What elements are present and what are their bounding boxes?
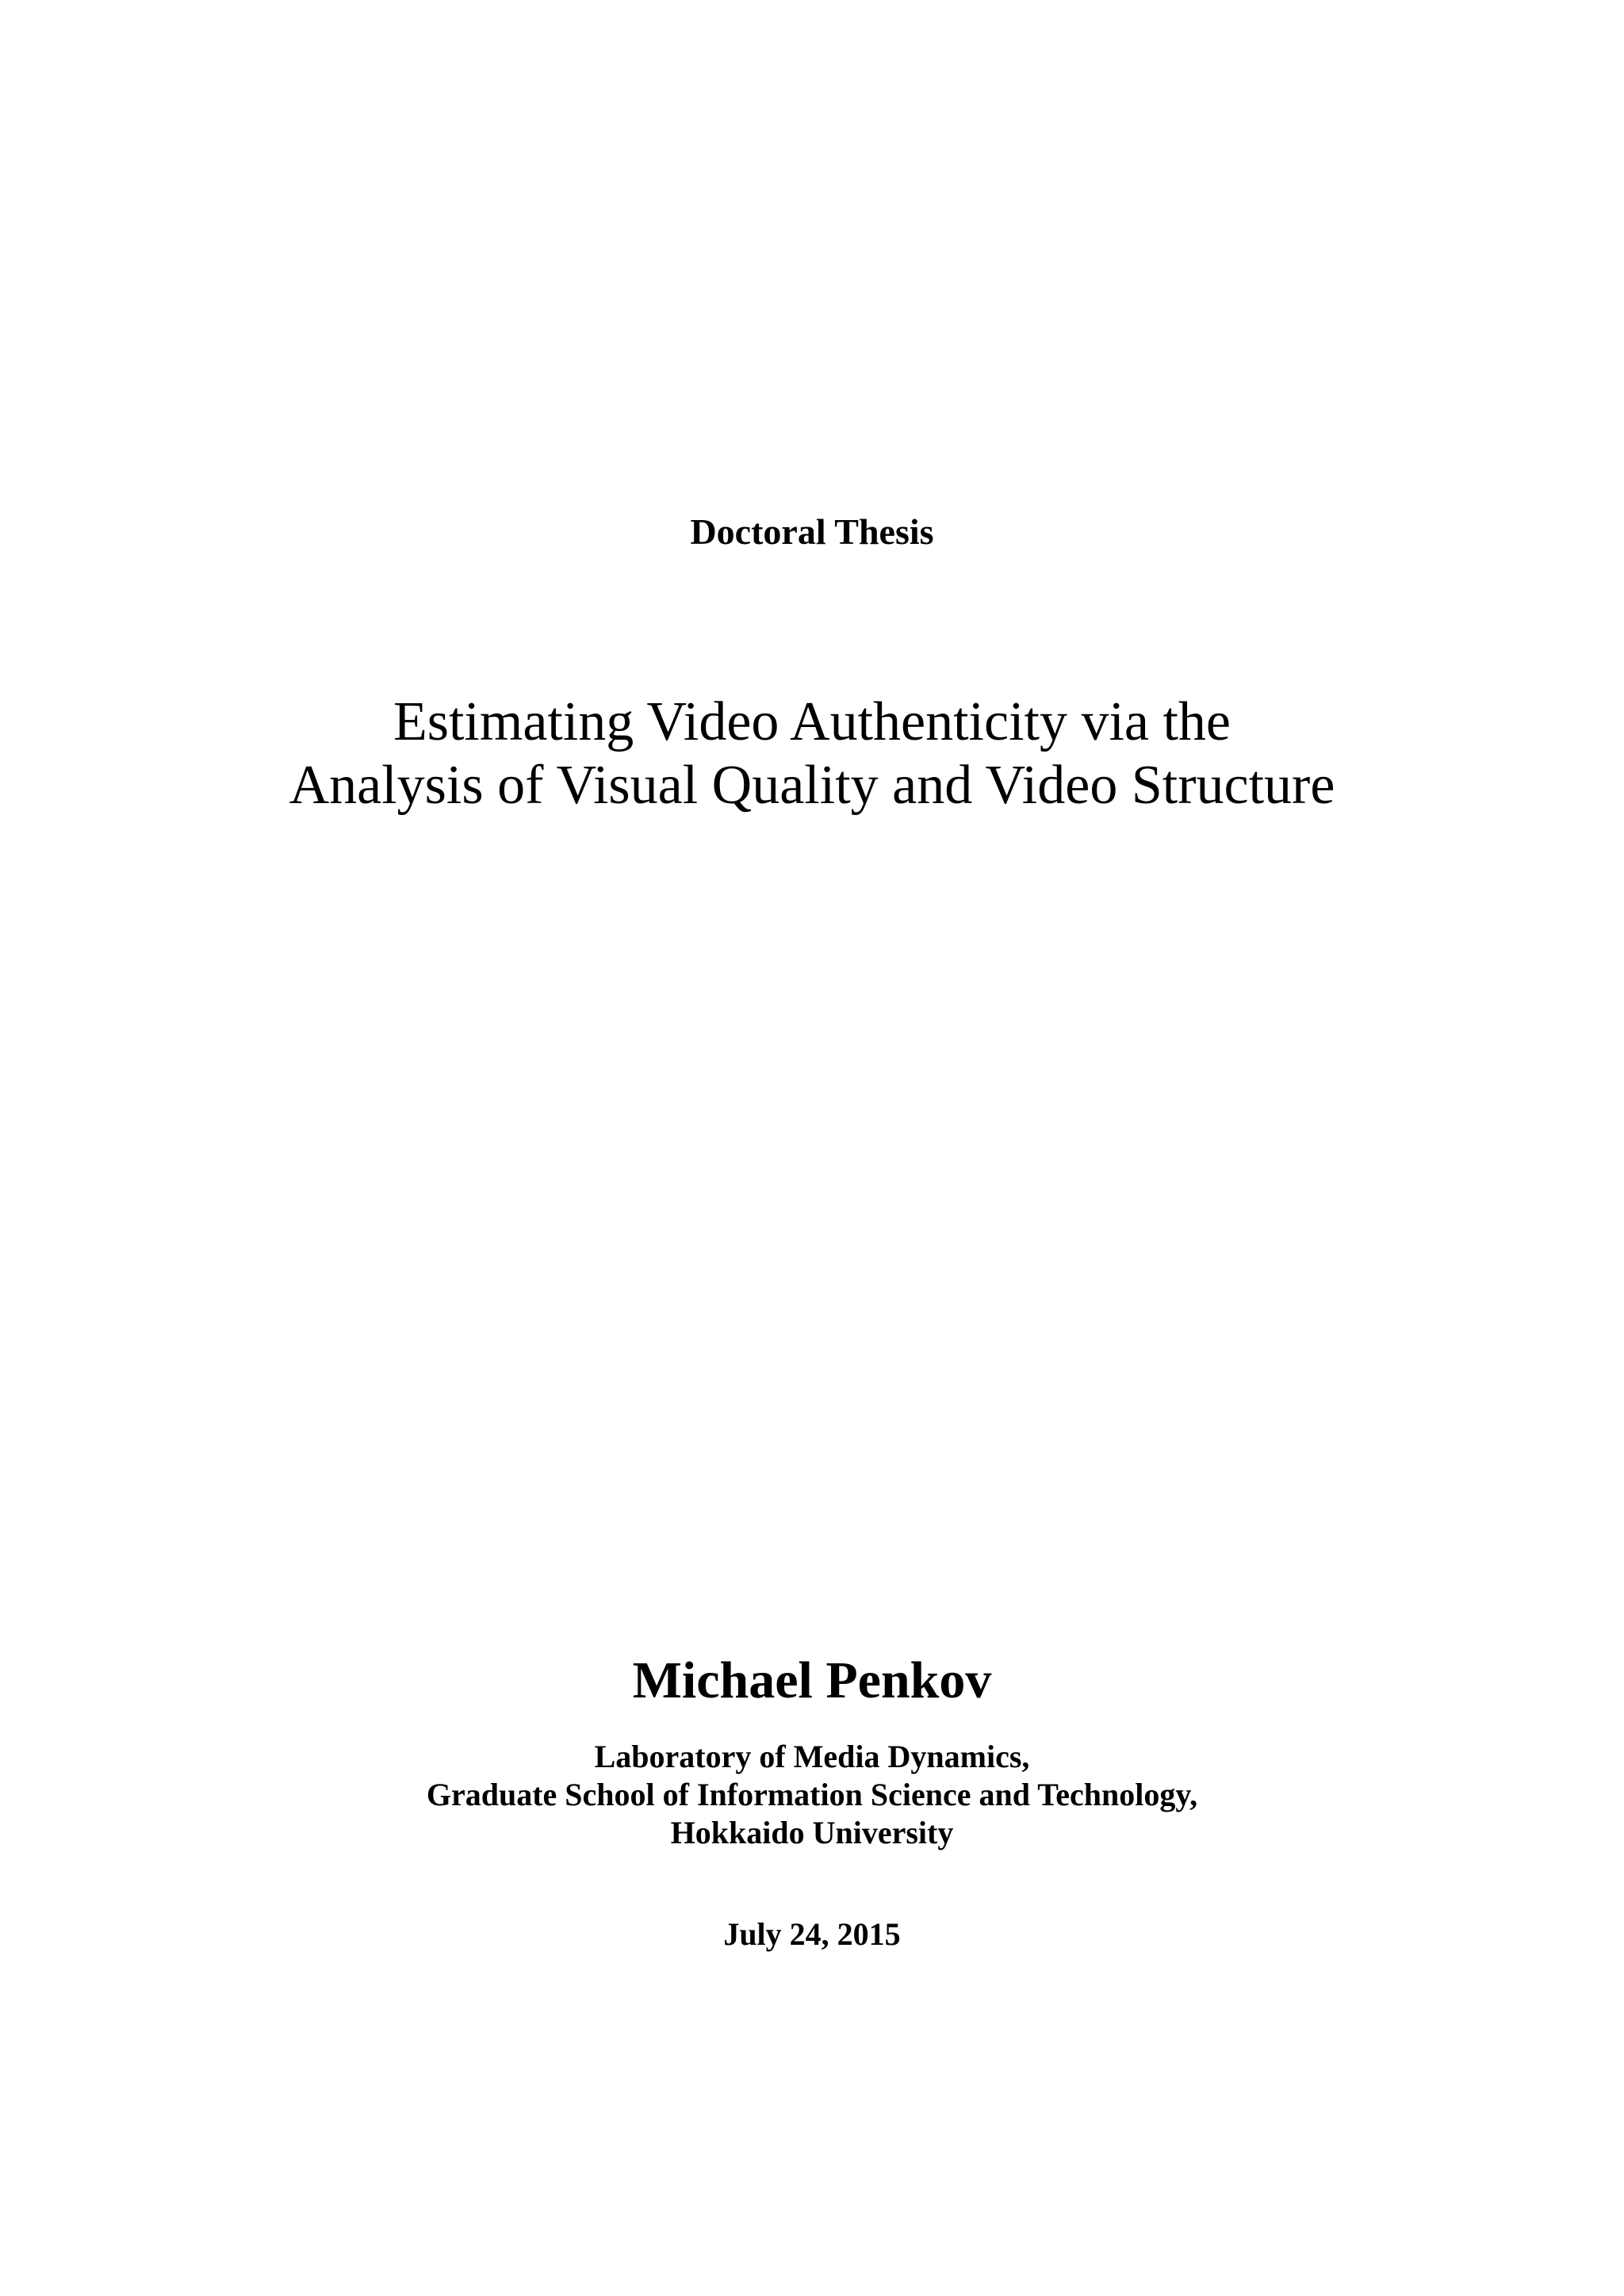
affiliation-line-school: Graduate School of Information Science and Technology, — [426, 1777, 1198, 1812]
document-type-label: Doctoral Thesis — [690, 511, 934, 552]
affiliation-line-lab: Laboratory of Media Dynamics, — [594, 1739, 1030, 1774]
submission-date: July 24, 2015 — [723, 1916, 901, 1952]
affiliation-line-university: Hokkaido University — [670, 1815, 954, 1850]
author-name: Michael Penkov — [632, 1651, 992, 1709]
thesis-title-line-1: Estimating Video Authenticity via the — [393, 691, 1231, 752]
thesis-title-line-2: Analysis of Visual Quality and Video Structure — [289, 755, 1335, 816]
